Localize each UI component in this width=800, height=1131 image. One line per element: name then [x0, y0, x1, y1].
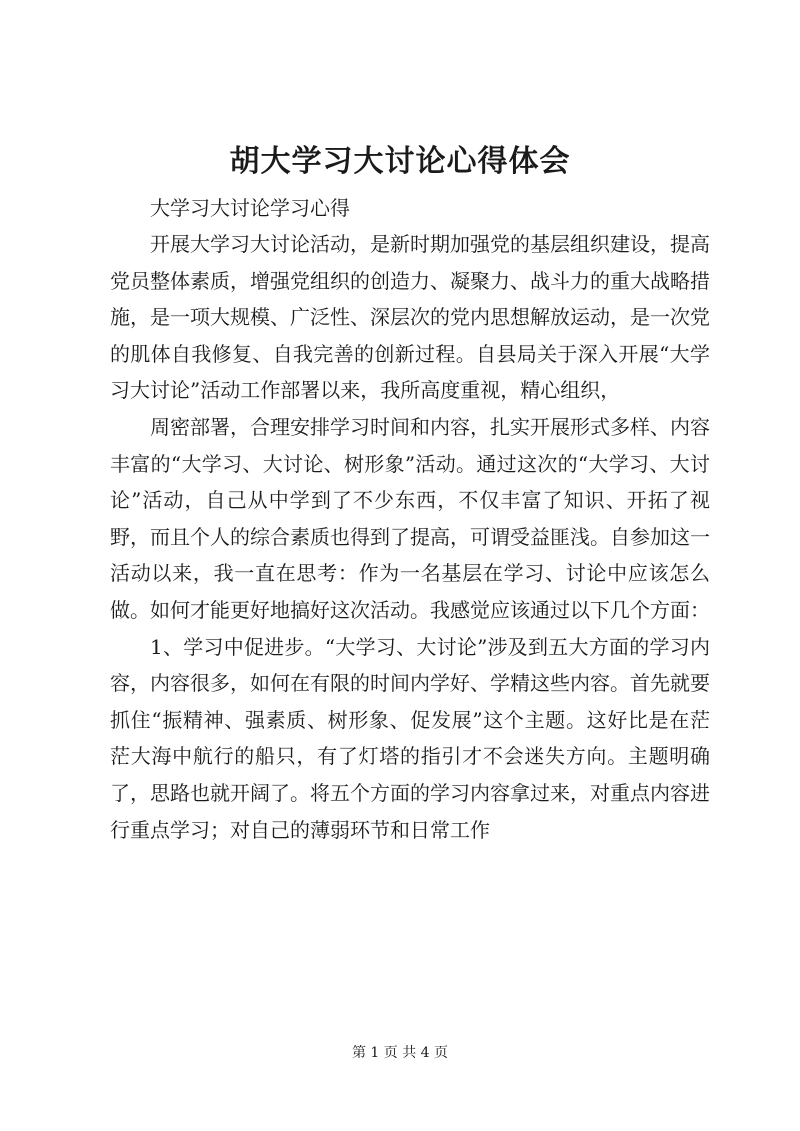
page-number-footer: 第 1 页 共 4 页: [351, 1045, 449, 1061]
body-paragraph: 开展大学习大讨论活动，是新时期加强党的基层组织建设，提高党员整体素质，增强党组织的创造力、凝聚力、战斗力的重大战略措施，是一项大规模、广泛性、深层次的党内思想解放运动，是一次党的肌体自我修复、自我完善的创新过程。自县局关于深入开展“大学习大讨论”活动工作部署以来，我所高度重视，精心组织，: [110, 232, 710, 403]
document-title: 胡大学习大讨论心得体会: [229, 144, 571, 179]
document-body: [110, 226, 710, 848]
body-paragraph: 周密部署，合理安排学习时间和内容，扎实开展形式多样、内容丰富的“大学习、大讨论、树形象”活动。通过这次的“大学习、大讨论”活动，自己从中学到了不少东西，不仅丰富了知识、开拓了视野，而且个人的综合素质也得到了提高，可谓受益匪浅。自参加这一活动以来，我一直在思考：作为一名基层在学习、讨论中应该怎么做。如何才能更好地搞好这次活动。我感觉应该通过以下几个方面：: [110, 414, 710, 622]
document-subtitle: 大学习大讨论学习心得: [150, 196, 350, 220]
body-paragraph: 1、学习中促进步。“大学习、大讨论”涉及到五大方面的学习内容，内容很多，如何在有限的时间内学好、学精这些内容。首先就要抓住“振精神、强素质、树形象、促发展”这个主题。这好比是在茫茫大海中航行的船只，有了灯塔的指引才不会迷失方向。主题明确了，思路也就开阔了。将五个方面的学习内容拿过来，对重点内容进行重点学习；对自己的薄弱环节和日常工作: [110, 634, 710, 842]
